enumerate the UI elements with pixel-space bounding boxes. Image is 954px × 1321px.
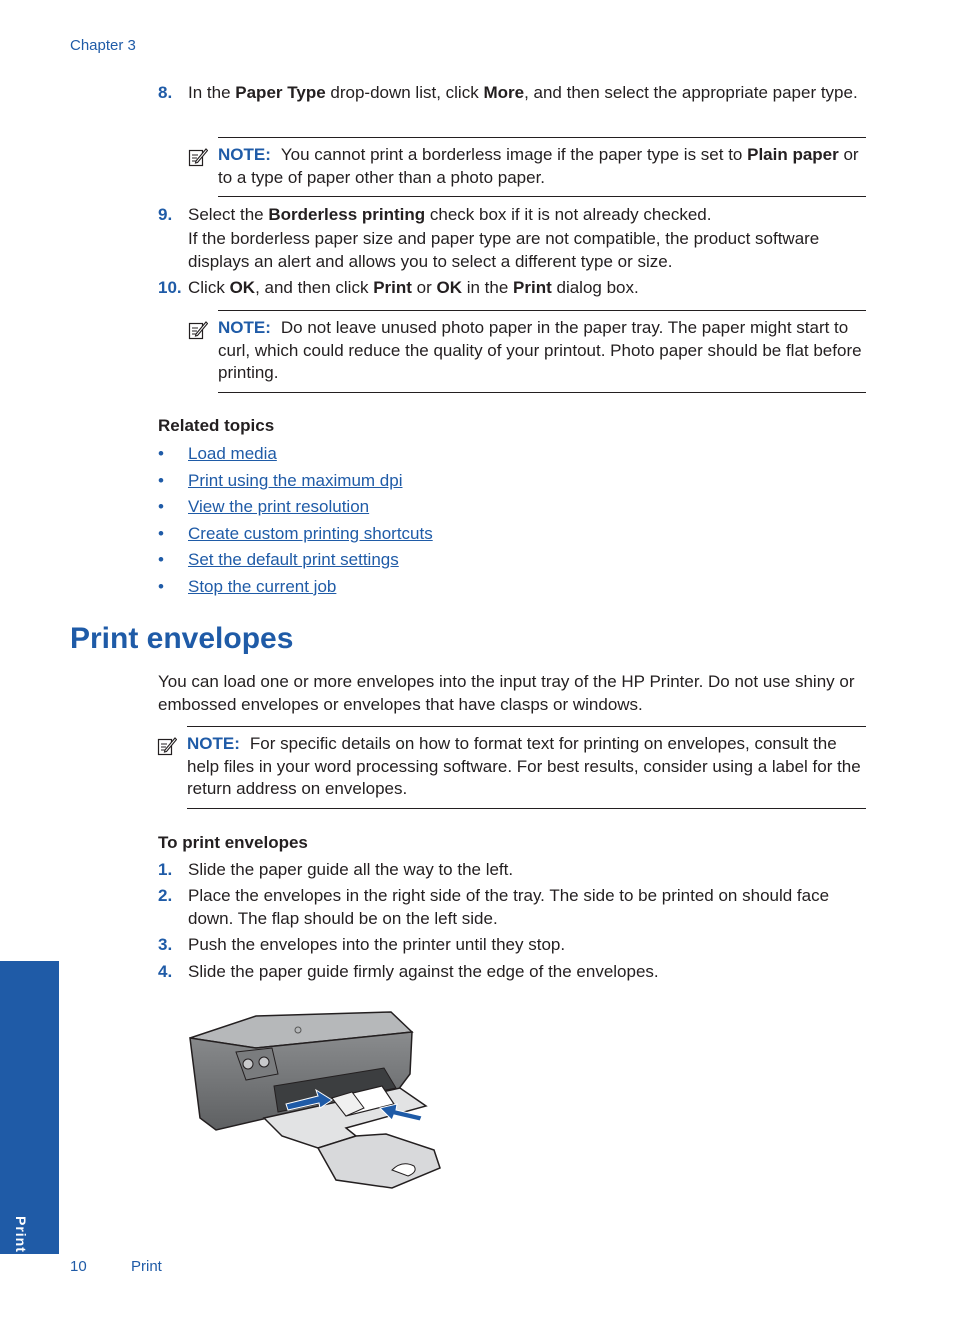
step-number: 9. <box>158 205 173 224</box>
note-icon <box>188 320 208 340</box>
step-9 <box>158 203 868 273</box>
note-icon <box>157 736 177 756</box>
bullet: • <box>158 444 164 463</box>
step-text: Place the envelopes in the right side of the tray. The side to be printed on should face down. The flap should be on the left side. <box>188 886 830 928</box>
note-icon <box>188 147 208 167</box>
procedure-heading: To print envelopes <box>158 833 308 852</box>
step-text: Click OK, and then click Print or OK in the Print dialog box. <box>188 278 639 297</box>
side-tab-label: Print <box>13 1216 29 1253</box>
note-envelope-formatting <box>187 726 866 809</box>
step-number: 8. <box>158 83 173 102</box>
step-text: Select the Borderless printing check box if it is not already checked. <box>188 205 712 224</box>
link-default-print-settings[interactable]: Set the default print settings <box>188 550 399 569</box>
bullet: • <box>158 576 164 596</box>
bullet: • <box>158 470 164 490</box>
note-text: NOTE: Do not leave unused photo paper in the paper tray. The paper might start to curl, which could reduce the quality of your printout. Photo paper should be flat before printing. <box>218 318 862 382</box>
section-intro: You can load one or more envelopes into the input tray of the HP Printer. Do not use shiny or embossed envelopes or envelopes that have clasps or windows. <box>158 672 855 714</box>
note-text: NOTE: For specific details on how to format text for printing on envelopes, consult the help files in your word processing software. For best results, consider using a label for the return address on envelopes. <box>187 734 861 798</box>
bullet: • <box>158 523 164 543</box>
link-load-media[interactable]: Load media <box>188 444 277 463</box>
bullet: • <box>158 497 164 516</box>
related-topics-heading: Related topics <box>158 416 275 435</box>
step-text: In the Paper Type drop-down list, click More, and then select the appropriate paper type. <box>188 83 858 102</box>
link-stop-current-job[interactable]: Stop the current job <box>188 576 337 596</box>
step-text: Slide the paper guide firmly against the edge of the envelopes. <box>188 962 659 981</box>
step-number: 4. <box>158 962 173 981</box>
step-number: 1. <box>158 860 173 879</box>
envelope-step-3 <box>158 933 868 956</box>
envelope-step-1 <box>158 858 868 881</box>
step-10 <box>158 276 868 299</box>
envelope-step-4 <box>158 960 868 983</box>
link-view-print-resolution[interactable]: View the print resolution <box>188 497 370 516</box>
chapter-header: Chapter 3 <box>70 37 136 54</box>
step-text: Slide the paper guide all the way to the left. <box>188 860 514 879</box>
section-title: Print envelopes <box>70 622 294 655</box>
step-text: Push the envelopes into the printer until they stop. <box>188 935 566 954</box>
note-borderless-paper-type <box>218 137 866 197</box>
link-create-shortcuts[interactable]: Create custom printing shortcuts <box>188 523 433 543</box>
step-number: 3. <box>158 935 173 954</box>
step-number: 10. <box>158 278 182 297</box>
envelope-step-2 <box>158 884 868 930</box>
note-unused-photo-paper <box>218 310 866 393</box>
step-8 <box>158 81 868 104</box>
page-number: 10 <box>70 1258 87 1275</box>
bullet: • <box>158 550 164 569</box>
note-label: NOTE: <box>218 145 271 164</box>
link-print-maximum-dpi[interactable]: Print using the maximum dpi <box>188 470 403 490</box>
note-label: NOTE: <box>218 318 271 337</box>
note-text: NOTE: You cannot print a borderless image if the paper type is set to Plain paper or to a type of paper other than a photo paper. <box>218 145 859 187</box>
step-extra-text: If the borderless paper size and paper type are not compatible, the product software displays an alert and allows you to select a different type or size. <box>188 229 820 271</box>
printer-envelope-illustration <box>186 1008 446 1192</box>
chapter-side-tab <box>0 961 59 1254</box>
footer-title: Print <box>131 1258 162 1275</box>
note-label: NOTE: <box>187 734 240 753</box>
step-number: 2. <box>158 886 173 905</box>
